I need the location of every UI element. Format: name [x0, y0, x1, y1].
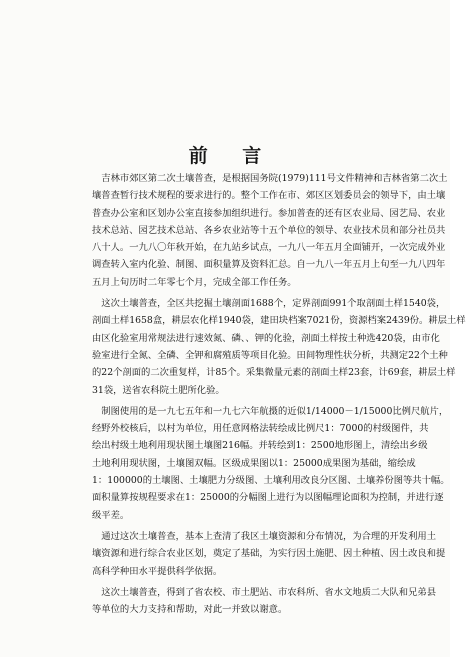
text-line: 调查转入室内化验、制图、面积量算及资料汇总。自一九八一年五月上旬至一九八四年	[92, 259, 446, 271]
text-line: 等单位的大力支持和帮助，对此一并致以谢意。	[92, 604, 288, 616]
text-line: 验室进行全氮、全磷、全钾和腐殖质等项目化验。田间物理性状分析，共测定22个土种	[92, 349, 448, 361]
text-line: 壤普查暂行技术规程的要求进行的。整个工作在市、郊区区划委员会的领导下，由土壤	[92, 190, 446, 202]
preface-title: 前 言	[188, 145, 276, 167]
text-line: 高科学种田水平提供科学依据。	[92, 565, 223, 577]
paragraph-results	[92, 528, 446, 580]
text-line: 吉林市郊区第二次土壤普查，是根据国务院(1979)111号文件精神和吉林省第二次土	[92, 173, 448, 184]
text-line: 的22个剖面的二次重复样，计85个。采集微量元素的剖面土样23套，计69套，耕层土样	[92, 367, 456, 379]
paragraph-sampling	[92, 295, 466, 399]
text-line: 技术总站、园艺技术总站、各乡农业站等十五个单位的领导、农业技术员和部分社员共	[92, 224, 446, 236]
text-line: 绘出村级土地利用现状图土壤图216幅。并转绘到1：2500地形图上，清绘出乡级	[92, 440, 428, 452]
text-line: 八十人。一九八〇年秋开始，在九站乡试点，一九八一年五月全面铺开，一次完成外业	[92, 242, 446, 254]
text-line: 面积量算按规程要求在1：25000的分幅图上进行为以图幅理论面积为控制，并进行逐	[92, 492, 444, 504]
text-line: 五月上旬历时二年零七个月，完成全部工作任务。	[92, 276, 297, 288]
text-line: 壤资源和进行综合农业区划，奠定了基础，为实行因土施肥、因土种植、因土改良和提	[92, 548, 446, 560]
text-line: 1：100000的土壤图、土壤肥力分级图、土壤利用改良分区图、土壤养份图等共十幅。	[92, 475, 450, 487]
text-line: 31袋，送省农科院土肥所化验。	[92, 384, 225, 396]
paragraph-survey-overview	[92, 170, 448, 291]
text-line: 这次土壤普查，全区共挖掘土壤剖面1688个，定界剖面991个取剖面土样1540袋，	[92, 298, 446, 310]
text-line: 这次土壤普查，得到了省农校、市土肥站、市农科所、省水文地质二大队和兄弟县	[92, 586, 436, 598]
preface-body	[92, 170, 466, 622]
paragraph-mapping	[92, 403, 450, 524]
paragraph-acknowledgements	[92, 584, 436, 619]
text-line: 普查办公室和区划办公室直接参加组织进行。参加普查的还有区农业局、园艺局、农业	[92, 207, 446, 219]
text-line: 级平差。	[92, 509, 130, 521]
text-line: 通过这次土壤普查，基本上查清了我区土壤资源和分布情况，为合理的开发利用土	[92, 530, 436, 542]
text-line: 由区化验室用常规法进行速效氮、磷、、钾的化验，剖面土样按土种选420袋，由市化	[92, 332, 440, 344]
text-line: 土地利用现状图，土壤图双幅。区级成果图以1：25000成果图为基础，缩绘成	[92, 457, 416, 469]
text-line: 剖面土样1658盒，耕层农化样1940袋，建田块档案7021份，资源档案2439份。耕层土样	[92, 315, 466, 327]
text-line: 经野外校核后，以村为单位，用任意网格法转绘成比例尺1：7000的村级图件，共	[92, 423, 429, 435]
text-line: 制图使用的是一九七五年和一九七六年航摄的近似1/14000－1/15000比例尺航片，	[92, 405, 449, 417]
